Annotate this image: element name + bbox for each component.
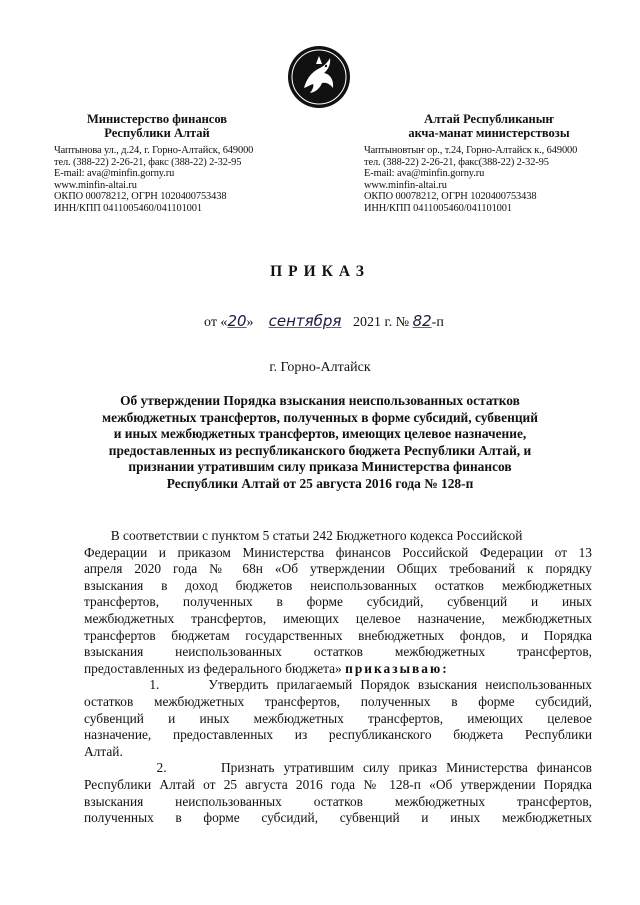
city-line: г. Горно-Алтайск (269, 360, 371, 375)
item-1-line: субвенций и иных межбюджетных трансфертов, имеющих целевое (84, 710, 592, 726)
ministry-name-altai (376, 112, 602, 140)
address-line: Чаптынова ул., д.24, г. Горно-Алтайск, 649000 (54, 145, 254, 156)
altai-republic-emblem-icon (286, 44, 352, 110)
ministry-title-line: Министерство финансов (86, 112, 228, 126)
order-number-suffix: -п (431, 315, 444, 330)
item-1-line: Алтай. (84, 743, 123, 759)
body-line: Федерации и приказом Министерства финансов Российской Федерации от 13 (84, 544, 592, 560)
order-word: приказываю: (345, 660, 449, 676)
body-line: взыскания неиспользованных остатков межбюджетных трансфертов, (84, 644, 592, 660)
email-line: E-mail: ava@minfin.gorny.ru (364, 168, 485, 180)
ministry-title-line: Республики Алтай (104, 126, 210, 140)
email-line: E-mail: ava@minfin.gorny.ru (54, 168, 175, 180)
ministry-name-russian (52, 112, 262, 140)
item-2-line: 2. Признать утратившим силу приказ Министерства финансов (84, 760, 592, 776)
phone-line: тел. (388-22) 2-26-21, факс (388-22) 2-32-95 (54, 156, 242, 168)
website-line: www.minfin-altai.ru (54, 179, 137, 191)
ministry-title-line: акча-манат министерствозы (408, 126, 570, 140)
ministry-title-line: Алтай Республиканыҥ (424, 112, 554, 126)
body-line: межбюджетных трансфертов, имеющих целевое назначение, межбюджетных (84, 610, 592, 626)
document-type-heading: ПРИКАЗ (270, 263, 370, 280)
body-line: трансфертов, полученных в форме субсидий, субвенций и иных (84, 594, 592, 610)
body-line: трансфертов бюджетам государственных внебюджетных фондов, и Порядка (84, 627, 592, 643)
item-1-line: 1. Утвердить прилагаемый Порядок взыскания неиспользованных (84, 677, 592, 693)
handwritten-order-number: 82 (412, 312, 432, 330)
item-2-line: Республики Алтай от 25 августа 2016 года № 128-п «Об утверждении Порядка (84, 776, 592, 792)
title-line: Республики Алтай от 25 августа 2016 года № 128-п (166, 475, 474, 491)
address-block-russian (54, 145, 253, 215)
title-line: Об утверждении Порядка взыскания неиспользованных остатков (120, 393, 520, 408)
item-2-line: полученных в форме субсидий, субвенций и иных межбюджетных (84, 810, 592, 826)
date-prefix: от « (204, 315, 228, 330)
item-1-line: остатков межбюджетных трансфертов, полученных в форме субсидий, (84, 693, 592, 709)
registry-codes-line: ОКПО 00078212, ОГРН 1020400753438 (364, 191, 537, 203)
item-2-line: взыскания неиспользованных остатков межбюджетных трансфертов, (84, 793, 592, 809)
date-year: 2021 г. № (353, 315, 410, 330)
handwritten-month: сентября (268, 312, 342, 330)
address-block-altai (364, 145, 577, 215)
order-title (92, 393, 548, 493)
date-quote-close: » (246, 315, 254, 330)
body-line: В соответствии с пунктом 5 статьи 242 Бюджетного кодекса Российской (84, 528, 523, 543)
title-line: признании утратившим силу приказа Министерства финансов (128, 459, 512, 475)
handwritten-day: 20 (227, 312, 247, 330)
body-line: взыскания в доход бюджетов неиспользованных остатков межбюджетных (84, 577, 592, 593)
tax-id-line: ИНН/КПП 0411005460/041101001 (54, 202, 202, 214)
body-line: апреля 2020 года № 68н «Об утверждении Общих требований к порядку (84, 561, 592, 577)
order-body (84, 528, 592, 827)
order-date-number (204, 312, 444, 331)
title-line: и иных межбюджетных трансфертов, имеющих целевое назначение, (113, 426, 527, 442)
tax-id-line: ИНН/КПП 0411005460/041101001 (364, 202, 512, 214)
preamble-end: предоставленных из федерального бюджета» (84, 660, 342, 676)
phone-line: тел. (388-22) 2-26-21, факс(388-22) 2-32-95 (364, 156, 549, 168)
title-line: предоставленных из республиканского бюджета Республики Алтай, и (108, 442, 532, 458)
body-line-order (84, 661, 592, 678)
title-line: межбюджетных трансфертов, полученных в форме субсидий, субвенций (102, 409, 538, 425)
registry-codes-line: ОКПО 00078212, ОГРН 1020400753438 (54, 191, 227, 203)
item-1-line: назначение, предоставленных из республиканского бюджета Республики (84, 727, 592, 743)
website-line: www.minfin-altai.ru (364, 179, 447, 191)
address-line: Чаптыновтыҥ ор., т.24, Горно-Алтайск к., 649000 (364, 145, 578, 156)
